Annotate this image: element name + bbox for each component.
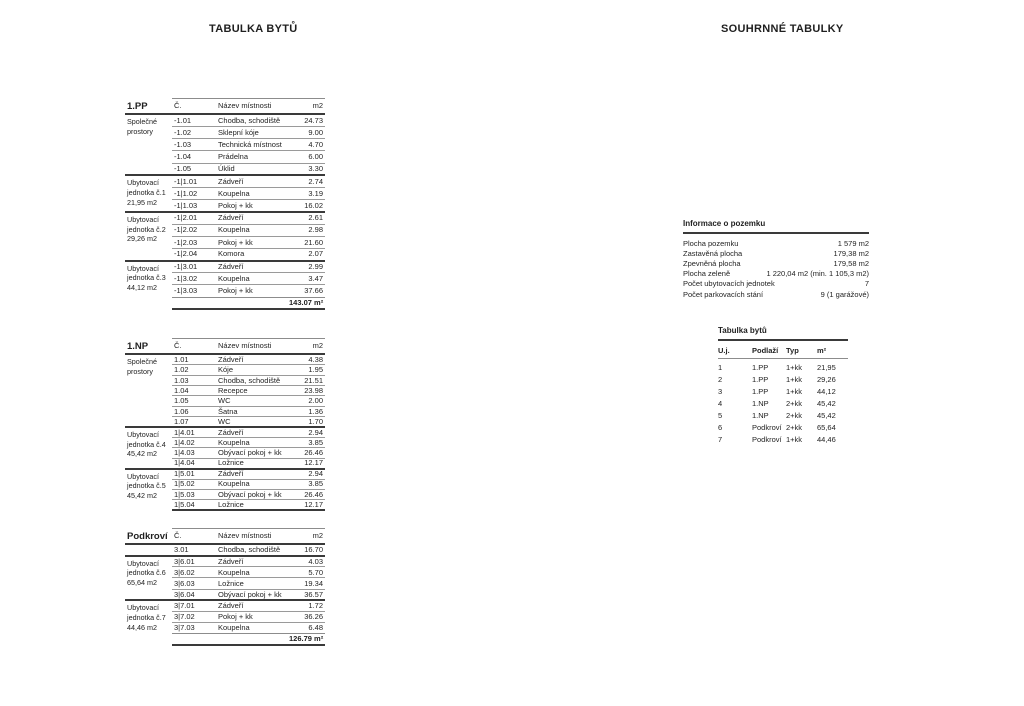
room-area: 1.36 (287, 406, 325, 416)
room-name: Šatna (216, 406, 287, 416)
summary-header-row (718, 343, 848, 359)
table-row (125, 354, 325, 364)
info-value: 7 (864, 279, 869, 289)
table-row (125, 175, 325, 187)
summary-row (718, 409, 848, 421)
unit-number: 4 (718, 398, 723, 408)
room-name: Koupelna (216, 187, 287, 199)
floor-total: 126.79 m² (289, 634, 324, 644)
room-area: 16.02 (287, 200, 325, 212)
room-area: 26.46 (287, 489, 325, 499)
room-area: 1.95 (287, 365, 325, 375)
room-area: 6.00 (287, 151, 325, 163)
info-label: Počet ubytovacích jednotek (683, 279, 775, 289)
room-area: 3.85 (287, 479, 325, 489)
room-no: 1.07 (172, 417, 216, 427)
room-no: -1|1.03 (172, 200, 216, 212)
unit-floor: Podkroví (752, 422, 782, 432)
room-name: Pokoj + kk (216, 611, 287, 622)
room-area: 2.99 (287, 261, 325, 273)
summary-col-floor: Podlaží (752, 346, 779, 355)
room-no: -1|2.03 (172, 236, 216, 248)
room-area: 24.73 (287, 114, 325, 126)
room-name: Koupelna (216, 437, 287, 447)
room-no: -1.04 (172, 151, 216, 163)
col-header-area: m2 (287, 529, 325, 545)
info-row (683, 238, 869, 248)
room-area: 3.47 (287, 273, 325, 285)
col-header-name: Název místnosti (216, 529, 287, 545)
col-header-area: m2 (287, 99, 325, 115)
floor-table-podkrovi (125, 528, 325, 646)
unit-type: 1+kk (786, 374, 803, 384)
unit-area: 45,42 (817, 410, 836, 420)
group-label: Ubytovací jednotka č.5 45,42 m2 (125, 469, 172, 511)
summary-row (718, 421, 848, 433)
room-name: Koupelna (216, 479, 287, 489)
room-no: 3|6.02 (172, 567, 216, 578)
room-no: 1.02 (172, 365, 216, 375)
room-area: 16.70 (287, 544, 325, 555)
room-name: Prádelna (216, 151, 287, 163)
summary-row (718, 373, 848, 385)
summary-col-uj: U.j. (718, 346, 730, 355)
room-area: 2.94 (287, 427, 325, 437)
unit-floor: 1.NP (752, 410, 769, 420)
unit-area: 21,95 (817, 362, 836, 372)
unit-type: 1+kk (786, 434, 803, 444)
unit-number: 5 (718, 410, 723, 420)
table-row (125, 212, 325, 224)
room-name: Zádveří (216, 469, 287, 479)
unit-area: 44,12 (817, 386, 836, 396)
room-name: Koupelna (216, 273, 287, 285)
room-area: 2.00 (287, 396, 325, 406)
land-info-table (683, 219, 869, 299)
room-area: 2.07 (287, 248, 325, 260)
floor-total: 143.07 m² (287, 297, 325, 309)
apartments-summary-table (718, 326, 848, 445)
room-no: -1|2.02 (172, 224, 216, 236)
room-area: 1.72 (287, 600, 325, 611)
room-no: 3|6.03 (172, 578, 216, 589)
room-no: 1.03 (172, 375, 216, 385)
room-name: WC (216, 417, 287, 427)
group-label (125, 544, 172, 555)
col-header-no: Č. (172, 339, 216, 355)
room-name: Recepce (216, 385, 287, 395)
floor-table-1pp (125, 98, 325, 310)
unit-type: 1+kk (786, 386, 803, 396)
summary-col-type: Typ (786, 346, 799, 355)
room-no: 3|6.04 (172, 589, 216, 600)
summary-col-area: m² (817, 346, 827, 355)
info-label: Počet parkovacích stání (683, 289, 764, 299)
room-no: 1|4.04 (172, 458, 216, 468)
room-area: 4.03 (287, 556, 325, 567)
room-name: Úklid (216, 163, 287, 175)
room-area: 2.94 (287, 469, 325, 479)
unit-area: 29,26 (817, 374, 836, 384)
unit-number: 7 (718, 434, 723, 444)
room-area: 12.17 (287, 500, 325, 510)
room-no: -1|3.02 (172, 273, 216, 285)
room-area: 21.51 (287, 375, 325, 385)
table-row (125, 261, 325, 273)
summary-row (718, 385, 848, 397)
room-name: Zádveří (216, 354, 287, 364)
room-name: Koupelna (216, 224, 287, 236)
info-row (683, 289, 869, 299)
table-header-row (125, 529, 325, 545)
col-header-area: m2 (287, 339, 325, 355)
room-no: -1.05 (172, 163, 216, 175)
room-no: 3|7.02 (172, 611, 216, 622)
table-header-row (125, 339, 325, 355)
col-header-name: Název místnosti (216, 99, 287, 115)
room-name: Ložnice (216, 458, 287, 468)
room-area: 37.66 (287, 285, 325, 297)
room-area: 2.98 (287, 224, 325, 236)
room-name: WC (216, 396, 287, 406)
room-name: Chodba, schodiště (216, 114, 287, 126)
info-value: 9 (1 garážové) (820, 289, 869, 299)
room-no: -1|1.01 (172, 175, 216, 187)
room-no: 1.04 (172, 385, 216, 395)
unit-number: 6 (718, 422, 723, 432)
sheet-title-left: TABULKA BYTŮ (209, 23, 298, 35)
room-no: -1|3.01 (172, 261, 216, 273)
room-name: Zádveří (216, 175, 287, 187)
floor-total-row (125, 634, 325, 645)
table-row (125, 544, 325, 555)
floor-label: 1.NP (125, 339, 172, 355)
unit-area: 65,64 (817, 422, 836, 432)
land-info-title: Informace o pozemku (683, 219, 869, 234)
info-row (683, 248, 869, 258)
room-no: 1.05 (172, 396, 216, 406)
room-no: 3|6.01 (172, 556, 216, 567)
room-area: 3.30 (287, 163, 325, 175)
room-name: Zádveří (216, 212, 287, 224)
room-name: Obývací pokoj + kk (216, 589, 287, 600)
room-no: 1|5.02 (172, 479, 216, 489)
room-no: 1|5.01 (172, 469, 216, 479)
table-row (125, 114, 325, 126)
group-label: Ubytovací jednotka č.4 45,42 m2 (125, 427, 172, 469)
room-no: -1|2.04 (172, 248, 216, 260)
info-row (683, 269, 869, 279)
info-row (683, 258, 869, 268)
room-area: 21.60 (287, 236, 325, 248)
table-header-row (125, 99, 325, 115)
room-area: 36.57 (287, 589, 325, 600)
info-label: Zpevněná plocha (683, 258, 741, 268)
unit-number: 1 (718, 362, 723, 372)
room-name: Koupelna (216, 623, 287, 634)
room-no: -1.03 (172, 139, 216, 151)
apartments-summary-title: Tabulka bytů (718, 326, 848, 341)
room-name: Ložnice (216, 500, 287, 510)
unit-number: 3 (718, 386, 723, 396)
room-area: 5.70 (287, 567, 325, 578)
room-no: 1|5.03 (172, 489, 216, 499)
floor-label: 1.PP (125, 99, 172, 115)
room-name: Ložnice (216, 578, 287, 589)
unit-type: 1+kk (786, 362, 803, 372)
sheet-title-right: SOUHRNNÉ TABULKY (721, 23, 844, 35)
room-no: 1|5.04 (172, 500, 216, 510)
room-area: 2.74 (287, 175, 325, 187)
table-row (125, 469, 325, 479)
room-no: -1.02 (172, 127, 216, 139)
room-name: Obývací pokoj + kk (216, 448, 287, 458)
table-row (125, 600, 325, 611)
unit-type: 2+kk (786, 398, 803, 408)
room-name: Pokoj + kk (216, 236, 287, 248)
room-area: 3.19 (287, 187, 325, 199)
unit-type: 2+kk (786, 422, 803, 432)
room-name: Koupelna (216, 567, 287, 578)
info-value: 179,38 m2 (833, 248, 869, 258)
info-label: Plocha zeleně (683, 269, 731, 279)
room-no: -1|1.02 (172, 187, 216, 199)
floor-total-row (125, 297, 325, 309)
col-header-no: Č. (172, 529, 216, 545)
room-name: Chodba, schodiště (216, 375, 287, 385)
unit-area: 44,46 (817, 434, 836, 444)
info-value: 179,58 m2 (833, 258, 869, 268)
info-label: Plocha pozemku (683, 238, 739, 248)
unit-floor: Podkroví (752, 434, 782, 444)
group-label: Společné prostory (127, 117, 157, 137)
room-area: 12.17 (287, 458, 325, 468)
room-area: 6.48 (287, 623, 325, 634)
unit-floor: 1.NP (752, 398, 769, 408)
group-label: Ubytovací jednotka č.6 65,64 m2 (125, 556, 172, 601)
room-no: 1|4.01 (172, 427, 216, 437)
group-label: Ubytovací jednotka č.1 21,95 m2 (125, 175, 172, 212)
unit-number: 2 (718, 374, 723, 384)
room-no: 1|4.03 (172, 448, 216, 458)
room-area: 36.26 (287, 611, 325, 622)
unit-floor: 1.PP (752, 362, 769, 372)
room-name: Komora (216, 248, 287, 260)
room-area: 9.00 (287, 127, 325, 139)
unit-type: 2+kk (786, 410, 803, 420)
room-no: 3|7.03 (172, 623, 216, 634)
room-no: 1|4.02 (172, 437, 216, 447)
summary-row (718, 361, 848, 373)
group-label: Společné prostory (127, 357, 157, 377)
floor-label: Podkroví (125, 529, 172, 545)
room-area: 23.98 (287, 385, 325, 395)
room-no: 1.01 (172, 354, 216, 364)
room-no: 1.06 (172, 406, 216, 416)
group-label: Ubytovací jednotka č.2 29,26 m2 (125, 212, 172, 261)
col-header-no: Č. (172, 99, 216, 115)
group-label: Ubytovací jednotka č.7 44,46 m2 (125, 600, 172, 634)
room-area: 19.34 (287, 578, 325, 589)
room-area: 4.70 (287, 139, 325, 151)
room-name: Zádveří (216, 261, 287, 273)
unit-floor: 1.PP (752, 374, 769, 384)
room-name: Sklepní kóje (216, 127, 287, 139)
room-area: 2.61 (287, 212, 325, 224)
col-header-name: Název místnosti (216, 339, 287, 355)
room-no: -1.01 (172, 114, 216, 126)
room-name: Zádveří (216, 600, 287, 611)
room-name: Zádveří (216, 427, 287, 437)
info-label: Zastavěná plocha (683, 248, 743, 258)
room-area: 3.85 (287, 437, 325, 447)
group-label: Ubytovací jednotka č.3 44,12 m2 (125, 261, 172, 298)
info-value: 1 220,04 m2 (min. 1 105,3 m2) (766, 269, 869, 279)
room-name: Chodba, schodiště (216, 544, 287, 555)
room-area: 1.70 (287, 417, 325, 427)
unit-area: 45,42 (817, 398, 836, 408)
room-name: Obývací pokoj + kk (216, 489, 287, 499)
table-row (125, 427, 325, 437)
info-value: 1 579 m2 (837, 238, 869, 248)
table-row (125, 556, 325, 567)
summary-row (718, 433, 848, 445)
unit-floor: 1.PP (752, 386, 769, 396)
info-row (683, 279, 869, 289)
room-name: Pokoj + kk (216, 285, 287, 297)
room-no: -1|2.01 (172, 212, 216, 224)
room-area: 26.46 (287, 448, 325, 458)
summary-row (718, 397, 848, 409)
room-name: Kóje (216, 365, 287, 375)
room-no: 3.01 (172, 544, 216, 555)
room-name: Pokoj + kk (216, 200, 287, 212)
room-area: 4.38 (287, 354, 325, 364)
room-no: 3|7.01 (172, 600, 216, 611)
room-name: Zádveří (216, 556, 287, 567)
room-no: -1|3.03 (172, 285, 216, 297)
floor-table-1np (125, 338, 325, 511)
room-name: Technická místnost (216, 139, 287, 151)
